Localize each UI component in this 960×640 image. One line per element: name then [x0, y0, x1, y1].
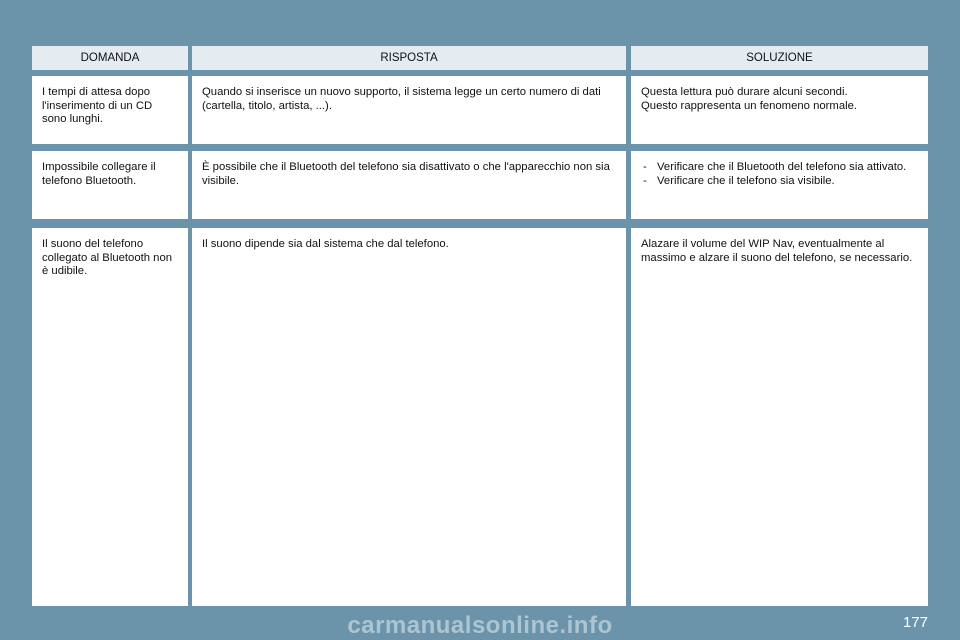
row-2-risposta: È possibile che il Bluetooth del telefono sia disattivato o che l'apparecchio non sia visibile. — [192, 151, 626, 219]
watermark: carmanualsonline.info — [347, 612, 613, 639]
row-1-soluzione-line-2: Questo rappresenta un fenomeno normale. — [641, 99, 858, 112]
column-header-soluzione: SOLUZIONE — [631, 46, 928, 70]
row-1-soluzione-line-1: Questa lettura può durare alcuni secondi. — [641, 86, 848, 98]
row-3-soluzione: Alazare il volume del WIP Nav, eventualmente al massimo e alzare il suono del telefono, se necessario. — [631, 228, 928, 606]
row-3-risposta: Il suono dipende sia dal sistema che dal telefono. — [192, 228, 626, 606]
row-2-domanda: Impossibile collegare il telefono Bluetooth. — [32, 151, 188, 219]
row-1-domanda: I tempi di attesa dopo l'inserimento di un CD sono lunghi. — [32, 76, 188, 144]
row-3-domanda: Il suono del telefono collegato al Bluetooth non è udibile. — [32, 228, 188, 606]
column-header-domanda: DOMANDA — [32, 46, 188, 70]
row-2-soluzione — [631, 151, 928, 219]
page-number: 177 — [902, 614, 928, 631]
row-2-soluzione-item-2: - Verificare che il telefono sia visibile. — [641, 175, 918, 189]
row-2-soluzione-list — [641, 161, 918, 188]
row-1-soluzione — [631, 76, 928, 144]
row-1-risposta: Quando si inserisce un nuovo supporto, il sistema legge un certo numero di dati (cartella, titolo, artista, ...). — [192, 76, 626, 144]
row-2-soluzione-item-1: - Verificare che il Bluetooth del telefono sia attivato. — [641, 161, 918, 175]
column-header-risposta: RISPOSTA — [192, 46, 626, 70]
